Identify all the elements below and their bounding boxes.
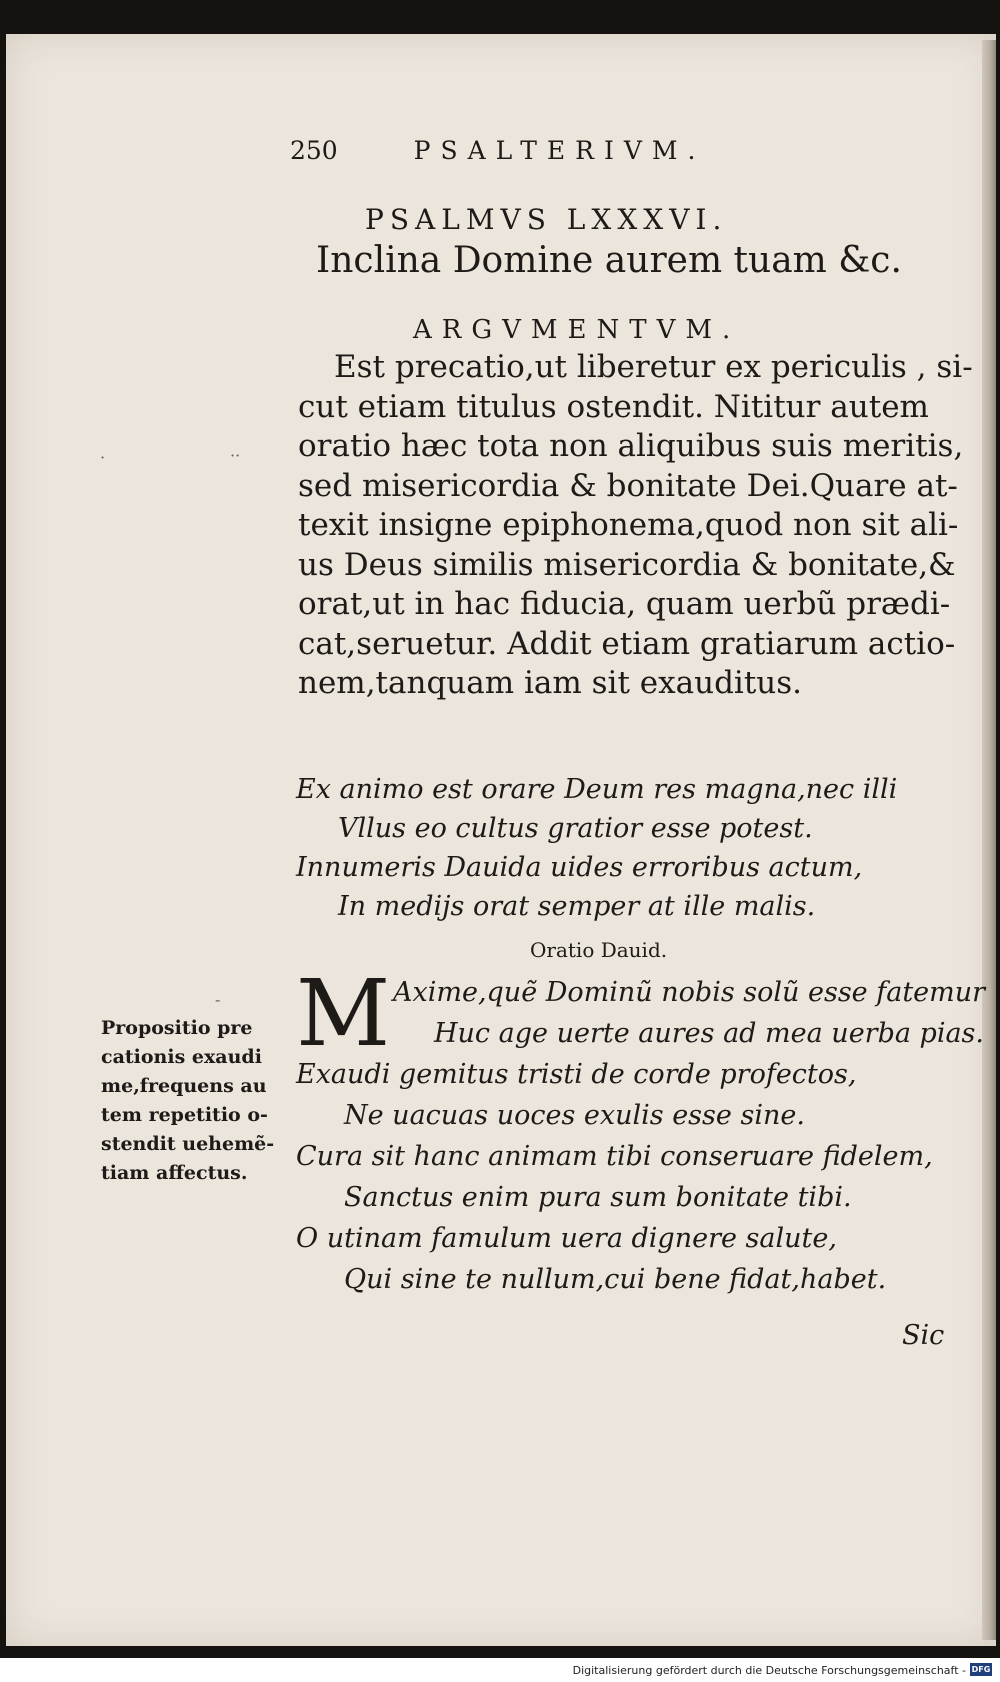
ink-speck: · [100, 448, 106, 467]
running-title: PSALTERIVM. [413, 136, 706, 165]
psalm-incipit: Inclina Domine aurem tuam &c. [316, 240, 902, 281]
drop-cap: M [296, 960, 391, 1067]
dfg-logo: DFG [971, 1665, 991, 1674]
marginal-note-line: tem repetitio o- [101, 1104, 268, 1126]
argument-line: cat,seruetur. Addit etiam gratiarum actio- [298, 625, 956, 662]
prayer-line: Axime,quẽ Dominũ nobis solũ esse fatemur [393, 977, 986, 1008]
prayer-line: O utinam famulum uera dignere salute, [296, 1223, 837, 1254]
catchword: Sic [902, 1320, 945, 1351]
argument-line: orat,ut in hac fiducia, quam uerbũ prædi- [298, 586, 951, 622]
argument-line: Est precatio,ut liberetur ex periculis , si- [334, 349, 973, 385]
prayer-line: Cura sit hanc animam tibi conseruare fidelem, [296, 1141, 933, 1172]
marginal-note-line: tiam affectus. [101, 1162, 248, 1184]
argument-line: oratio hæc tota non aliquibus suis meritis, [298, 428, 964, 464]
argument-line: sed misericordia & bonitate Dei.Quare at- [298, 467, 958, 504]
page-number: 250 [290, 136, 338, 165]
argument-line: cut etiam titulus ostendit. Nititur autem [298, 388, 929, 425]
verse-line: Ex animo est orare Deum res magna,nec illi [296, 774, 898, 805]
prayer-line: Huc age uerte aures ad mea uerba pias. [434, 1018, 984, 1049]
prayer-verses [296, 960, 986, 1300]
verse-line: Vllus eo cultus gratior esse potest. [338, 813, 813, 844]
verse-line: Innumeris Dauida uides erroribus actum, [296, 852, 863, 883]
marginal-note-line: me,frequens au [101, 1075, 267, 1097]
psalm-number: PSALMVS LXXXVI. [365, 203, 728, 236]
argument-line: us Deus similis misericordia & bonitate,& [298, 546, 956, 583]
verse-line: In medijs orat semper at ille malis. [338, 891, 816, 922]
argument-heading: ARGVMENTVM. [413, 315, 741, 345]
page-edge [982, 40, 996, 1640]
oratio-heading: Oratio Dauid. [530, 938, 668, 962]
prayer-line: Exaudi gemitus tristi de corde profectos, [296, 1059, 857, 1090]
marginal-note [101, 1014, 291, 1188]
marginal-note-line: stendit uehemẽ- [101, 1133, 275, 1155]
ink-speck: ·· [230, 446, 241, 465]
prayer-line: Sanctus enim pura sum bonitate tibi. [344, 1182, 852, 1213]
ink-speck: - [215, 990, 221, 1009]
marginal-note-line: cationis exaudi [101, 1046, 262, 1068]
marginal-note-line: Propositio pre [101, 1017, 253, 1039]
prayer-line: Ne uacuas uoces exulis esse sine. [344, 1100, 805, 1131]
argument-line: texit insigne epiphonema,quod non sit ali- [298, 507, 959, 543]
footer-credit: Digitalisierung gefördert durch die Deutsche Forschungsgemeinschaft - [572, 1664, 966, 1677]
prayer-line: Qui sine te nullum,cui bene fidat,habet. [344, 1264, 887, 1295]
running-head [290, 136, 705, 165]
argument-line: nem,tanquam iam sit exauditus. [298, 665, 803, 701]
argument-text [298, 348, 973, 704]
introductory-verses [296, 770, 897, 926]
